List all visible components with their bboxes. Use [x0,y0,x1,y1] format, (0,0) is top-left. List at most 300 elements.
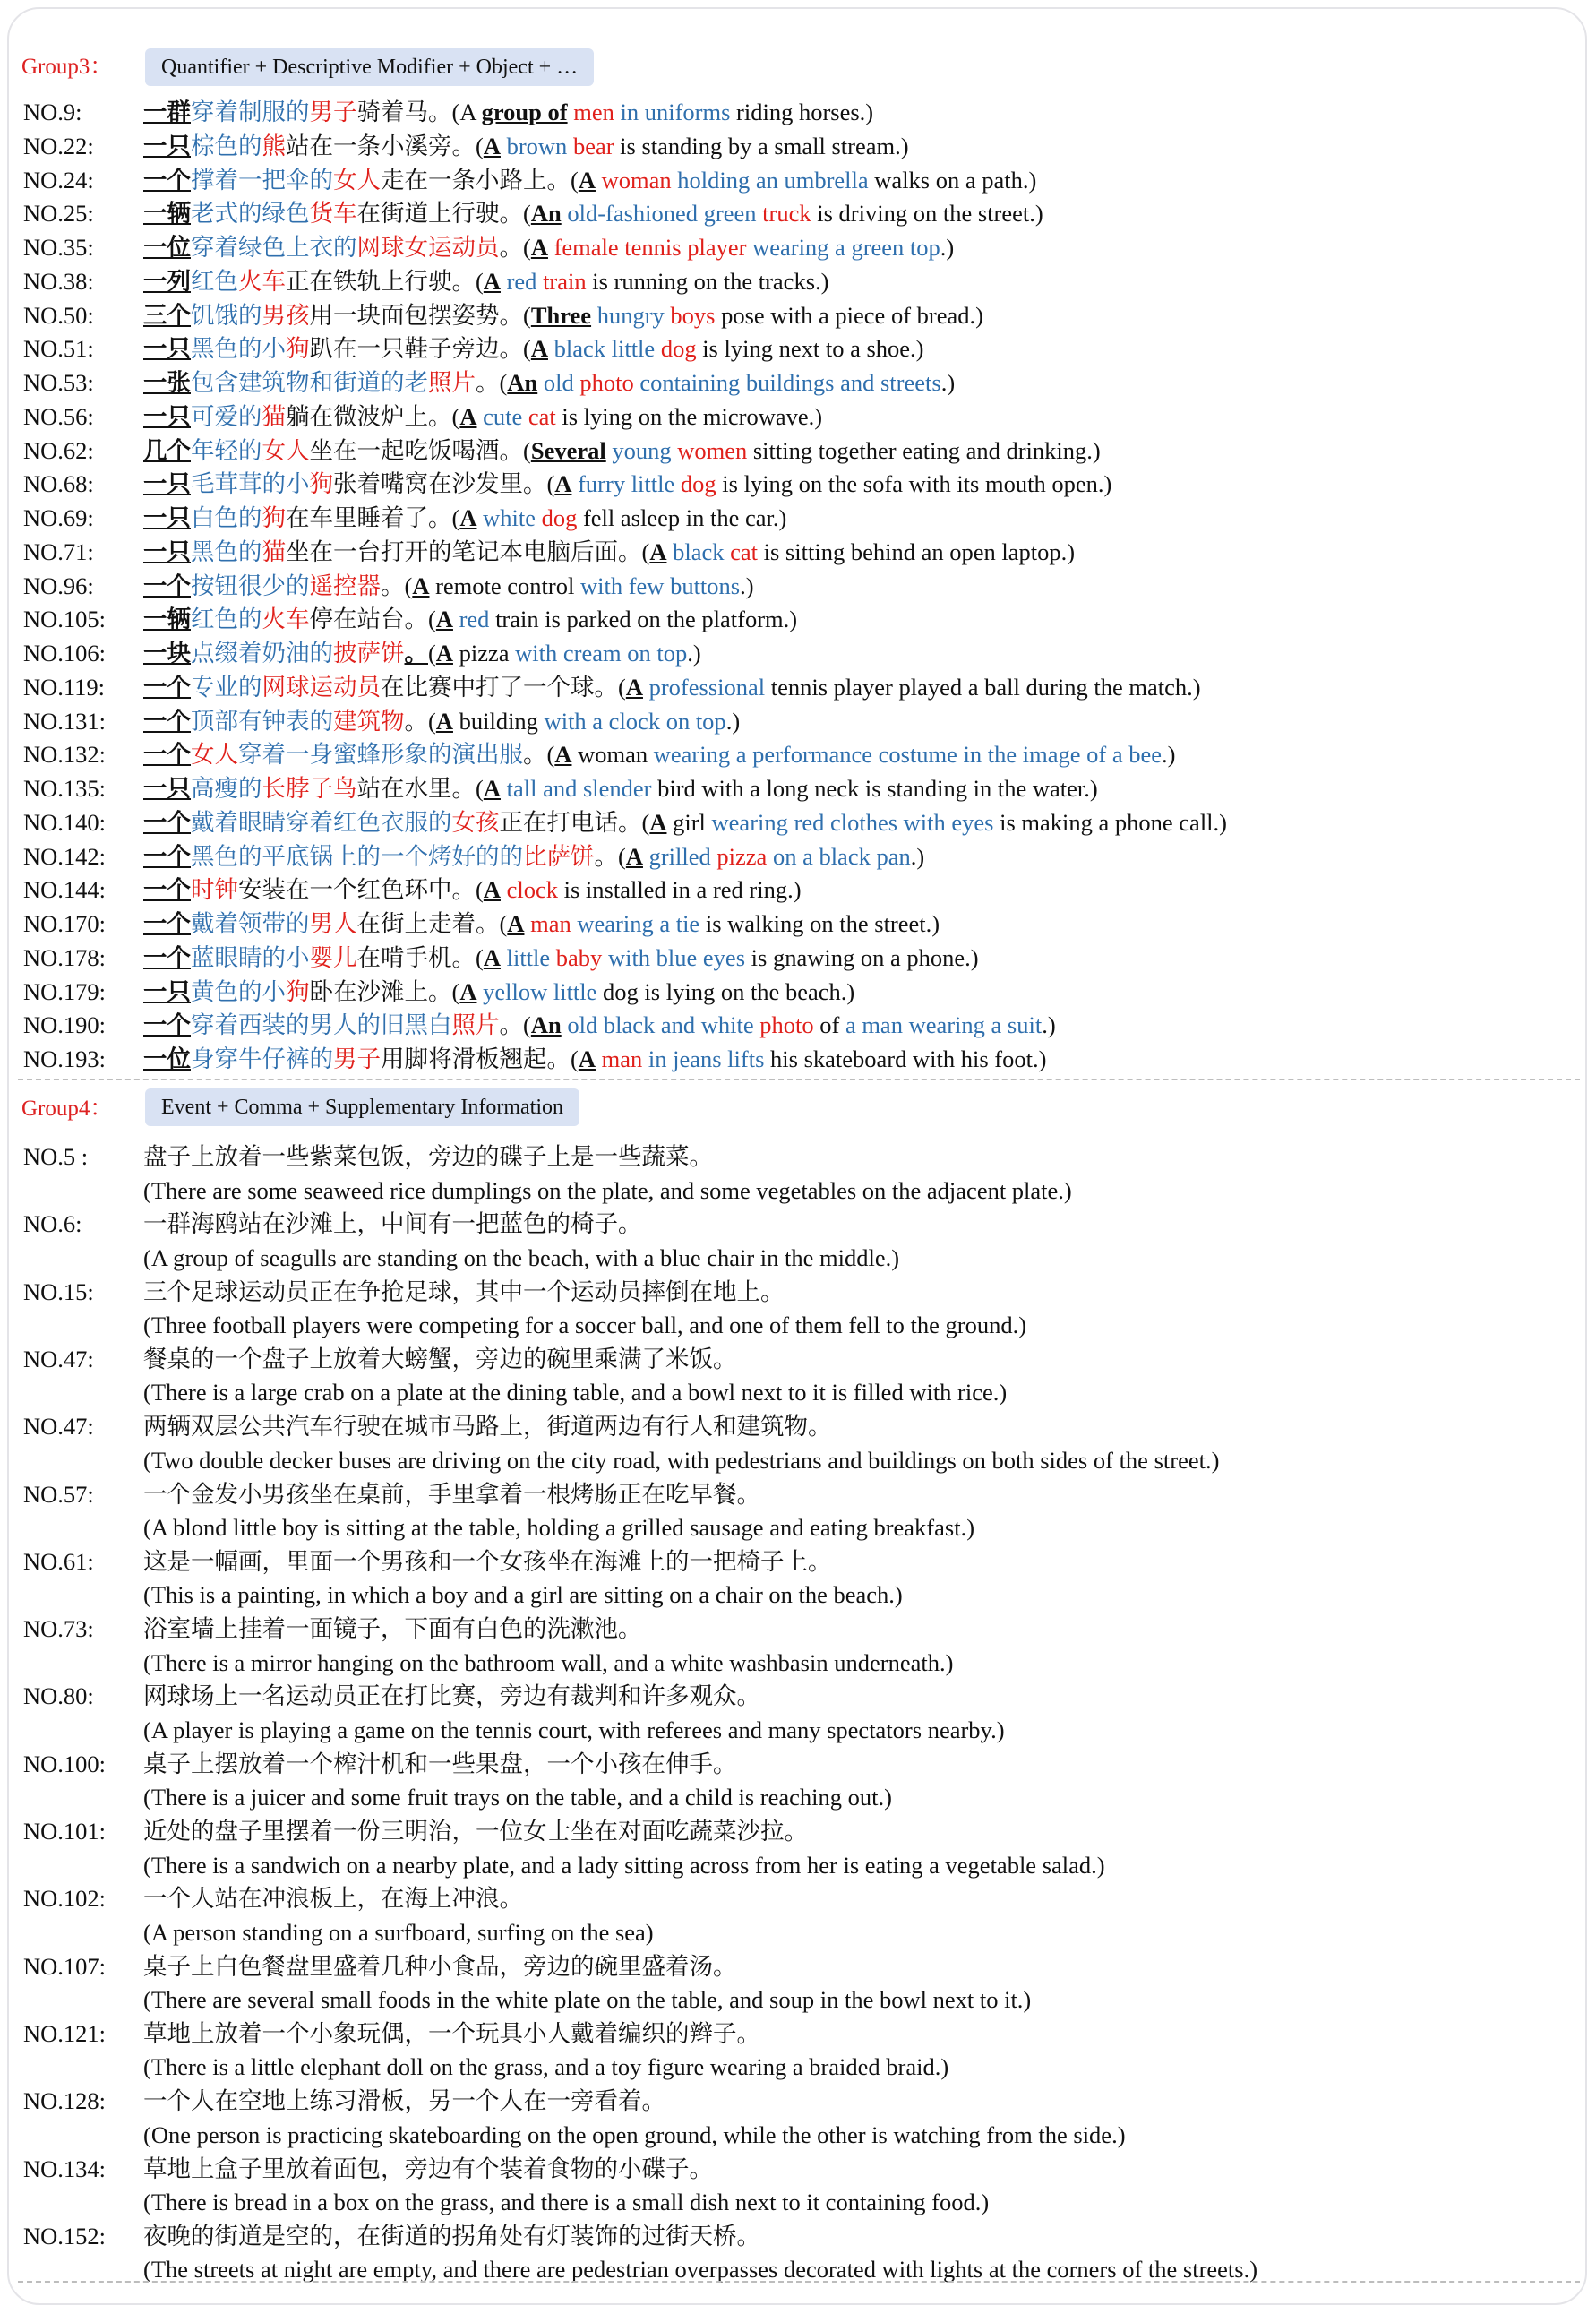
figure-panel [7,7,1587,2305]
group3-pattern-badge: Quantifier + Descriptive Modifier + Object + … [145,48,594,86]
plain-text: 。( [476,369,508,396]
plain-text: pizza [452,640,510,667]
group3-row [9,603,1587,636]
caption-sentence [143,502,786,535]
descriptive-modifier: in uniforms [614,99,731,125]
item-number: NO.15: [23,1277,94,1305]
chinese-caption: 一个金发小男孩坐在桌前，手里拿着一根烤肠正在吃早餐。 [143,1480,760,1508]
quantifier: 一个 [143,741,191,769]
descriptive-modifier: 红色的 [191,606,262,633]
descriptive-modifier: cute [476,402,523,430]
object: man [595,1045,643,1072]
descriptive-modifier: old [537,369,574,396]
plain-text: 张着嘴窝在沙发里。( [333,470,555,498]
plain-text: is driving on the street.) [811,200,1043,228]
caption-sentence [143,1043,1046,1076]
caption-sentence [143,1009,1056,1042]
plain-text: ( [428,640,436,667]
group4-row-english [9,1309,1587,1342]
quantifier: Several [530,436,606,464]
item-number: NO.62: [23,436,94,464]
object: 长脖子鸟 [262,775,357,802]
chinese-caption: 餐桌的一个盘子上放着大螃蟹，旁边的碗里乘满了米饭。 [143,1345,737,1372]
descriptive-modifier: 穿着西装的男人的旧黑白 [191,1011,452,1039]
quantifier: An [530,1011,562,1039]
object: female tennis player [547,234,747,261]
group4-row-chinese [9,1545,1587,1579]
group4-row-english [9,1781,1587,1814]
chinese-caption: 草地上放着一个小象玩偶，一个玩具小人戴着编织的辫子。 [143,2019,760,2047]
descriptive-modifier: 黄色的小 [191,977,286,1005]
plain-text: dog is lying on the beach.) [596,977,855,1005]
item-number: NO.179: [23,977,107,1005]
item-number: NO.119: [23,673,106,701]
quantifier: 一位 [143,1045,191,1072]
group4-row-chinese [9,1882,1587,1915]
group4-row-english [9,1647,1587,1680]
chinese-caption: 网球场上一名运动员正在打比赛，旁边有裁判和许多观众。 [143,1682,760,1710]
caption-sentence [143,840,924,873]
plain-text: is sitting behind an open laptop.) [758,538,1076,565]
descriptive-modifier: containing buildings and streets [633,369,941,396]
quantifier: 。 [404,640,428,667]
item-number: NO.170: [23,910,107,937]
quantifier: A [483,267,501,295]
item-number: NO.53: [23,369,94,396]
plain-text: 用脚将滑板翘起。( [381,1045,579,1072]
quantifier: 一个 [143,842,191,870]
item-number: NO.80: [23,1682,94,1710]
caption-sentence [143,705,740,738]
quantifier: 一只 [143,132,191,159]
chinese-caption: 桌子上白色餐盘里盛着几种小食品，旁边的碗里盛着汤。 [143,1952,737,1980]
plain-text: 躺在微波炉上。( [286,402,460,430]
caption-sentence [143,434,1101,468]
plain-text: girl [666,808,706,836]
descriptive-modifier: 按钮很少的 [191,572,310,599]
item-number: NO.61: [23,1547,94,1575]
item-number: NO.131: [23,707,107,735]
descriptive-modifier: 黑色的小 [191,335,286,363]
item-number: NO.178: [23,943,107,971]
object: 女孩 [451,808,500,836]
descriptive-modifier: 老式的绿色 [191,200,310,228]
group3-row [9,1009,1587,1042]
group4-row-english [9,1511,1587,1544]
plain-text: 在比赛中打了一个球。( [381,673,626,701]
group4-row-chinese [9,1276,1587,1309]
descriptive-modifier: 蓝眼睛的小 [191,943,310,971]
quantifier: 一张 [143,369,191,396]
english-translation: (There is bread in a box on the grass, and there is a small dish next to it containing food.) [143,2189,990,2215]
quantifier: 一只 [143,538,191,565]
english-translation: (A group of seagulls are standing on the beach, with a blue chair in the middle.) [143,1243,900,1271]
descriptive-modifier: 红色 [191,267,238,295]
descriptive-modifier: brown [500,132,568,159]
plain-text: is lying on the sofa with its mouth open.) [716,470,1112,498]
group4-row-chinese [9,1208,1587,1241]
descriptive-modifier: young [605,436,672,464]
object: 熊 [262,132,286,159]
object: 女人 [333,166,381,194]
plain-text: is gnawing on a phone.) [745,943,979,971]
group3-row [9,96,1587,129]
item-number: NO.73: [23,1615,94,1643]
group4-row-chinese [9,1140,1587,1174]
descriptive-modifier: 戴着领带的 [191,910,310,937]
plain-text: 。( [381,572,413,599]
plain-text: .) [910,842,925,870]
plain-text: fell asleep in the car.) [577,504,787,531]
quantifier: A [483,132,501,159]
object: 披萨饼 [333,640,405,667]
item-number: NO.193: [23,1045,107,1072]
chinese-caption: 一个人站在冲浪板上，在海上冲浪。 [143,1885,523,1913]
plain-text: .) [940,369,956,396]
caption-sentence [143,873,802,907]
descriptive-modifier: tall and slender [500,775,652,802]
quantifier: A [578,166,596,194]
plain-text: 站在水里。( [356,775,484,802]
group3-row [9,738,1587,771]
quantifier: 一个 [143,166,191,194]
item-number: NO.35: [23,234,94,261]
descriptive-modifier: in jeans lifts [642,1045,765,1072]
plain-text: 。( [594,842,626,870]
caption-sentence [143,265,828,298]
object: 货车 [309,200,357,228]
plain-text: .) [1042,1011,1056,1039]
item-number: NO.57: [23,1480,94,1508]
object: 比萨饼 [523,842,595,870]
quantifier: A [483,876,501,904]
english-translation: (One person is practicing skateboarding on the open ground, while the other is watching from the side.) [143,2120,1126,2148]
quantifier: 一辆 [143,200,191,228]
object: 火车 [262,606,310,633]
quantifier: 一辆 [143,606,191,633]
descriptive-modifier: 包含建筑物和街道的老 [191,369,428,396]
quantifier: A [435,606,453,633]
quantifier: A [649,538,667,565]
group4-row-chinese [9,1410,1587,1443]
group4-label: Group4： [21,1097,113,1121]
caption-sentence [143,536,1075,569]
quantifier: A [507,910,525,937]
chinese-caption: 这是一幅画，里面一个男孩和一个女孩坐在海滩上的一把椅子上。 [143,1547,832,1575]
group3-row [9,908,1587,941]
quantifier: A [435,640,453,667]
item-number: NO.135: [23,775,107,802]
group3-row [9,400,1587,434]
caption-sentence [143,637,701,670]
group3-row [9,468,1587,501]
caption-sentence [143,772,1098,805]
group4-row-english [9,2186,1587,2219]
group4-row-chinese [9,1478,1587,1511]
descriptive-modifier: with blue eyes [602,943,746,971]
plain-text: 用一块面包摆姿势。( [309,301,531,329]
group3-row [9,840,1587,873]
item-number: NO.144: [23,876,107,904]
caption-sentence [143,130,909,163]
quantifier: 一只 [143,504,191,531]
caption-sentence [143,570,754,603]
caption-sentence [143,400,822,434]
group3-row [9,942,1587,975]
item-number: NO.142: [23,842,107,870]
descriptive-modifier: 高瘦的 [191,775,262,802]
item-number: NO.128: [23,2087,107,2115]
object: train [536,267,587,295]
group4-row-chinese [9,1748,1587,1781]
descriptive-modifier: 棕色的 [191,132,262,159]
plain-text: sitting together eating and drinking.) [747,436,1101,464]
group3-row [9,332,1587,366]
quantifier: 一个 [143,876,191,904]
item-number: NO.5 : [23,1143,89,1170]
plain-text: is lying next to a shoe.) [696,335,924,363]
descriptive-modifier: red [500,267,537,295]
item-number: NO.101: [23,1818,107,1845]
chinese-caption: 草地上盒子里放着面包，旁边有个装着食物的小碟子。 [143,2155,713,2182]
group4-row-english [9,1579,1587,1612]
object: 火车 [238,267,286,295]
group3-row [9,164,1587,197]
plain-text: 趴在一只鞋子旁边。( [309,335,531,363]
item-number: NO.100: [23,1750,107,1777]
quantifier: group of [481,99,568,125]
group4-row-chinese [9,2220,1587,2253]
item-number: NO.102: [23,1885,107,1913]
group3-label: Group3： [21,55,113,79]
descriptive-modifier: 点缀着奶油的 [191,640,333,667]
descriptive-modifier: 专业的 [191,673,262,701]
object: women [671,436,748,464]
descriptive-modifier: on a black pan [767,842,911,870]
plain-text: train is parked on the platform.) [489,606,798,633]
group3-row [9,299,1587,332]
chinese-caption: 夜晚的街道是空的，在街道的拐角处有灯装饰的过街天桥。 [143,2222,760,2249]
item-number: NO.6: [23,1210,82,1238]
plain-text: his skateboard with his foot.) [764,1045,1047,1072]
plain-text: is lying on the microwave.) [555,402,823,430]
caption-sentence [143,942,979,975]
object: 猫 [262,538,286,565]
object: boys [664,301,716,329]
plain-text: is running on the tracks.) [586,267,829,295]
caption-sentence [143,806,1227,839]
group4-row-english [9,2051,1587,2084]
quantifier: 一列 [143,267,191,295]
object: 男孩 [262,301,310,329]
object: 时钟 [191,876,238,904]
descriptive-modifier: 穿着一身蜜蜂形象的演出服 [238,741,523,769]
object: dog [674,470,716,498]
english-translation: (This is a painting, in which a boy and a girl are sitting on a chair on the beach.) [143,1581,903,1609]
descriptive-modifier: 黑色的平底锅上的一个烤好的的 [191,842,523,870]
chinese-caption: 浴室墙上挂着一面镜子，下面有白色的洗漱池。 [143,1615,642,1643]
group4-row-chinese [9,1680,1587,1713]
caption-sentence [143,468,1111,501]
quantifier: A [625,842,643,870]
object: 狗 [309,470,333,498]
quantifier: Three [530,301,592,329]
item-number: NO.56: [23,402,94,430]
english-translation: (There is a large crab on a plate at the dining table, and a bowl next to it is filled with rice.) [143,1379,1008,1406]
group-divider [18,1079,1580,1080]
descriptive-modifier: 白色的 [191,504,262,531]
plain-text: of [813,1011,840,1039]
object: 照片 [428,369,476,396]
english-translation: (There are several small foods in the white plate on the table, and soup in the bowl next to it.) [143,1986,1032,2014]
item-number: NO.105: [23,606,107,633]
caption-sentence [143,976,854,1009]
quantifier: A [459,504,477,531]
group4-row-chinese [9,1613,1587,1646]
plain-text: 。( [523,741,555,769]
quantifier: An [507,369,538,396]
plain-text: is making a phone call.) [993,808,1227,836]
object: photo [573,369,634,396]
item-number: NO.134: [23,2155,107,2182]
group3-row [9,873,1587,907]
plain-text: .) [1162,741,1176,769]
group3-row [9,637,1587,670]
descriptive-modifier: 毛茸茸的小 [191,470,310,498]
object: clock [500,876,558,904]
quantifier: 一只 [143,335,191,363]
descriptive-modifier: 戴着眼睛穿着红色衣服的 [191,808,452,836]
object: cat [724,538,758,565]
descriptive-modifier: with few buttons [574,572,741,599]
english-translation: (There is a little elephant doll on the grass, and a toy figure wearing a braided braid.) [143,2053,949,2081]
group3-row [9,265,1587,298]
group3-row [9,434,1587,468]
english-translation: (A person standing on a surfboard, surfing on the sea) [143,1918,654,1946]
plain-text: 在啃手机。( [356,943,484,971]
item-number: NO.132: [23,741,107,769]
item-number: NO.38: [23,267,94,295]
descriptive-modifier: a man wearing a suit [839,1011,1043,1039]
item-number: NO.25: [23,200,94,228]
item-number: NO.9: [23,99,82,125]
plain-text: tennis player played a ball during the match.) [765,673,1201,701]
item-number: NO.71: [23,538,94,565]
object: 男人 [309,910,357,937]
item-number: NO.69: [23,504,94,531]
group3-row [9,536,1587,569]
descriptive-modifier: red [452,606,490,633]
object: man [524,910,571,937]
english-translation: (Three football players were competing for a soccer ball, and one of them fell to the ground.) [143,1312,1027,1339]
quantifier: 一个 [143,808,191,836]
quantifier: A [435,707,453,735]
english-translation: (A blond little boy is sitting at the table, holding a grilled sausage and eating breakfast.) [143,1514,975,1541]
descriptive-modifier: white [476,504,536,531]
descriptive-modifier: wearing a tie [571,910,700,937]
quantifier: 三个 [143,301,191,329]
descriptive-modifier: black little [547,335,656,363]
plain-text: 在街道上行驶。( [356,200,531,228]
descriptive-modifier: old-fashioned green [561,200,757,228]
quantifier: 一个 [143,1011,191,1039]
descriptive-modifier: wearing a performance costume in the image of a bee [648,741,1163,769]
plain-text: remote control [429,572,575,599]
object: cat [522,402,556,430]
plain-text: is installed in a red ring.) [557,876,802,904]
quantifier: A [459,977,477,1005]
quantifier: 一群 [143,99,191,125]
group3-row [9,671,1587,704]
descriptive-modifier: with cream on top [509,640,688,667]
plain-text: is standing by a small stream.) [614,132,909,159]
plain-text: pose with a piece of bread.) [715,301,983,329]
descriptive-modifier: old black and white [561,1011,754,1039]
quantifier: 一只 [143,977,191,1005]
quantifier: 一位 [143,234,191,261]
quantifier: 几个 [143,436,191,464]
plain-text: woman [571,741,648,769]
plain-text: 在车里睡着了。( [286,504,460,531]
group3-row [9,197,1587,230]
object: pizza [710,842,768,870]
quantifier: 一只 [143,775,191,802]
group4-row-english [9,1714,1587,1747]
caption-sentence [143,197,1043,230]
item-number: NO.68: [23,470,94,498]
descriptive-modifier: hungry [591,301,665,329]
item-number: NO.140: [23,808,107,836]
descriptive-modifier: 黑色的 [191,538,262,565]
quantifier: A [459,402,477,430]
group4-row-english [9,2119,1587,2152]
group4-row-english [9,1444,1587,1477]
plain-text: 在街上走着。( [356,910,508,937]
group3-row [9,366,1587,400]
chinese-caption: 盘子上放着一些紫菜包饭，旁边的碟子上是一些蔬菜。 [143,1143,713,1170]
object: baby [550,943,603,971]
descriptive-modifier: little [500,943,551,971]
item-number: NO.51: [23,335,94,363]
caption-sentence [143,366,955,400]
descriptive-modifier: wearing a green top [746,234,940,261]
quantifier: A [578,1045,596,1072]
descriptive-modifier: yellow little [476,977,597,1005]
plain-text: .) [740,572,754,599]
object: bear [567,132,614,159]
object: photo [753,1011,814,1039]
object: 遥控器 [309,572,381,599]
group3-row [9,772,1587,805]
plain-text: 坐在一起吃饭喝酒。( [309,436,531,464]
plain-text: 卧在沙滩上。( [309,977,460,1005]
descriptive-modifier: 饥饿的 [191,301,262,329]
english-translation: (There are some seaweed rice dumplings on the plate, and some vegetables on the adjacent plate.) [143,1176,1072,1204]
group3-row [9,1043,1587,1076]
plain-text: 。( [499,234,531,261]
quantifier: 一块 [143,640,191,667]
group4-row-english [9,1242,1587,1275]
quantifier: An [530,200,562,228]
object: 狗 [262,504,286,531]
group4-row-chinese [9,1343,1587,1376]
chinese-caption: 两辆双层公共汽车行驶在城市马路上，街道两边有行人和建筑物。 [143,1413,832,1441]
caption-sentence [143,738,1175,771]
object: 网球运动员 [262,673,381,701]
item-number: NO.96: [23,572,94,599]
object: 婴儿 [309,943,357,971]
quantifier: A [483,775,501,802]
